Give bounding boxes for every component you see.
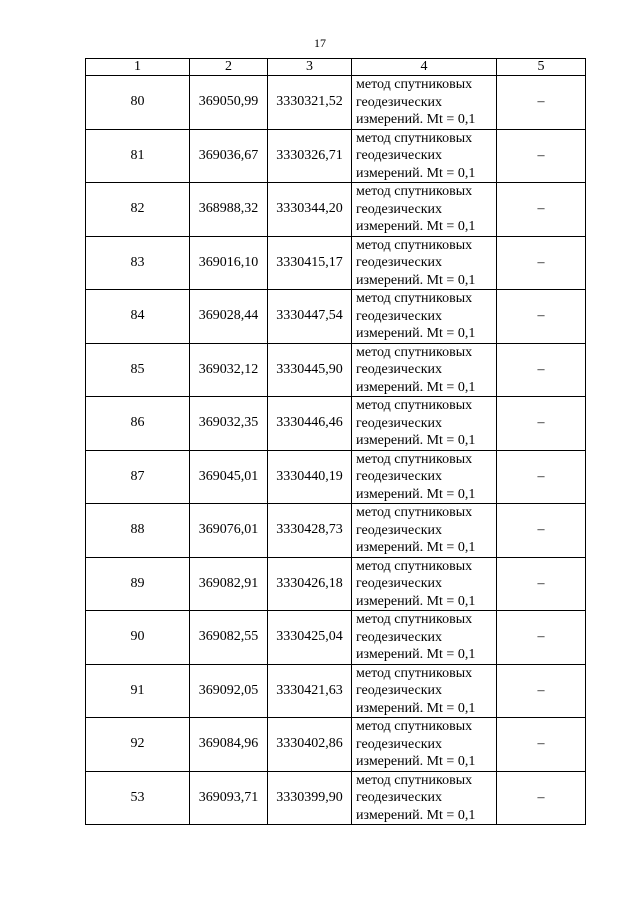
method-cell	[352, 236, 497, 290]
note-cell: –	[497, 236, 586, 290]
method-line: измерений. Mt = 0,1	[356, 165, 476, 181]
method-line: измерений. Mt = 0,1	[356, 112, 476, 127]
table-row	[86, 129, 586, 183]
x-coordinate-cell: 369032,35	[190, 397, 268, 451]
point-number-cell: 82	[86, 183, 190, 237]
table-row	[86, 397, 586, 451]
method-cell	[352, 129, 497, 183]
method-line: измерений. Mt = 0,1	[356, 593, 476, 609]
table-row	[86, 611, 586, 665]
note-cell: –	[497, 504, 586, 558]
point-number-cell: 91	[86, 664, 190, 718]
y-coordinate-cell: 3330426,18	[268, 557, 352, 611]
method-line: измерений. Mt = 0,1	[356, 326, 476, 341]
page-number: 17	[314, 36, 326, 50]
x-coordinate-cell: 369032,12	[190, 343, 268, 397]
method-line: измерений. Mt = 0,1	[356, 540, 476, 555]
method-cell	[352, 557, 497, 611]
x-coordinate-cell: 369084,96	[190, 718, 268, 772]
method-line: геодезических	[356, 201, 443, 217]
method-line: геодезических	[356, 148, 443, 163]
note-cell: –	[497, 718, 586, 772]
point-number-cell: 86	[86, 397, 190, 451]
method-line: геодезических	[356, 255, 443, 270]
point-number-cell: 88	[86, 504, 190, 558]
method-line: измерений. Mt = 0,1	[356, 433, 476, 448]
point-number-cell: 89	[86, 557, 190, 611]
method-line: измерений. Mt = 0,1	[356, 219, 476, 234]
method-line: метод спутниковых	[356, 719, 473, 734]
note-cell: –	[497, 290, 586, 344]
y-coordinate-cell: 3330402,86	[268, 718, 352, 772]
x-coordinate-cell: 369045,01	[190, 450, 268, 504]
header-row	[86, 59, 586, 76]
y-coordinate-cell: 3330321,52	[268, 76, 352, 130]
method-line: измерений. Mt = 0,1	[356, 647, 476, 662]
method-line: измерений. Mt = 0,1	[356, 272, 476, 288]
method-line: метод спутниковых	[356, 558, 473, 574]
note-cell: –	[497, 557, 586, 611]
header-cell-2: 2	[190, 59, 268, 76]
point-number-cell: 81	[86, 129, 190, 183]
method-line: метод спутниковых	[356, 451, 473, 467]
method-line: геодезических	[356, 736, 443, 752]
method-line: метод спутниковых	[356, 398, 473, 413]
x-coordinate-cell: 368988,32	[190, 183, 268, 237]
method-line: геодезических	[356, 308, 443, 324]
table-row	[86, 236, 586, 290]
y-coordinate-cell: 3330440,19	[268, 450, 352, 504]
method-cell	[352, 343, 497, 397]
header-cell-3: 3	[268, 59, 352, 76]
header-cell-5: 5	[497, 59, 586, 76]
table-header	[86, 59, 586, 76]
method-line: метод спутниковых	[356, 344, 473, 360]
note-cell: –	[497, 343, 586, 397]
method-cell	[352, 718, 497, 772]
table-row	[86, 76, 586, 130]
method-line: метод спутниковых	[356, 237, 473, 253]
y-coordinate-cell: 3330428,73	[268, 504, 352, 558]
method-line: метод спутниковых	[356, 505, 473, 520]
y-coordinate-cell: 3330326,71	[268, 129, 352, 183]
y-coordinate-cell: 3330425,04	[268, 611, 352, 665]
x-coordinate-cell: 369036,67	[190, 129, 268, 183]
note-cell: –	[497, 129, 586, 183]
point-number-cell: 80	[86, 76, 190, 130]
method-cell	[352, 771, 497, 825]
x-coordinate-cell: 369016,10	[190, 236, 268, 290]
note-cell: –	[497, 664, 586, 718]
x-coordinate-cell: 369028,44	[190, 290, 268, 344]
method-line: геодезических	[356, 469, 443, 484]
point-number-cell: 87	[86, 450, 190, 504]
method-cell	[352, 397, 497, 451]
method-line: метод спутниковых	[356, 291, 473, 306]
table-row	[86, 290, 586, 344]
table-row	[86, 450, 586, 504]
header-cell-4: 4	[352, 59, 497, 76]
x-coordinate-cell: 369093,71	[190, 771, 268, 825]
method-line: геодезических	[356, 362, 443, 377]
x-coordinate-cell: 369050,99	[190, 76, 268, 130]
method-line: геодезических	[356, 94, 443, 110]
method-line: геодезических	[356, 683, 443, 698]
method-line: измерений. Mt = 0,1	[356, 807, 476, 823]
header-cell-1: 1	[86, 59, 190, 76]
x-coordinate-cell: 369082,91	[190, 557, 268, 611]
method-line: метод спутниковых	[356, 612, 473, 627]
method-line: геодезических	[356, 629, 443, 645]
table-row	[86, 664, 586, 718]
note-cell: –	[497, 397, 586, 451]
table-row	[86, 504, 586, 558]
method-line: метод спутниковых	[356, 130, 473, 146]
table-row	[86, 183, 586, 237]
point-number-cell: 53	[86, 771, 190, 825]
method-cell	[352, 504, 497, 558]
point-number-cell: 85	[86, 343, 190, 397]
table-row	[86, 718, 586, 772]
note-cell: –	[497, 76, 586, 130]
method-line: геодезических	[356, 576, 443, 591]
point-number-cell: 92	[86, 718, 190, 772]
table-body	[86, 76, 586, 825]
y-coordinate-cell: 3330421,63	[268, 664, 352, 718]
y-coordinate-cell: 3330399,90	[268, 771, 352, 825]
method-line: измерений. Mt = 0,1	[356, 486, 476, 502]
point-number-cell: 84	[86, 290, 190, 344]
method-line: метод спутниковых	[356, 772, 473, 788]
x-coordinate-cell: 369082,55	[190, 611, 268, 665]
coordinates-table	[85, 58, 586, 825]
method-cell	[352, 450, 497, 504]
note-cell: –	[497, 771, 586, 825]
method-cell	[352, 290, 497, 344]
method-line: измерений. Mt = 0,1	[356, 754, 476, 769]
method-line: метод спутниковых	[356, 665, 473, 681]
point-number-cell: 83	[86, 236, 190, 290]
note-cell: –	[497, 611, 586, 665]
method-line: измерений. Mt = 0,1	[356, 700, 476, 716]
table-row	[86, 557, 586, 611]
y-coordinate-cell: 3330415,17	[268, 236, 352, 290]
point-number-cell: 90	[86, 611, 190, 665]
method-cell	[352, 664, 497, 718]
note-cell: –	[497, 450, 586, 504]
x-coordinate-cell: 369076,01	[190, 504, 268, 558]
method-line: геодезических	[356, 522, 443, 538]
method-cell	[352, 76, 497, 130]
table-row	[86, 343, 586, 397]
x-coordinate-cell: 369092,05	[190, 664, 268, 718]
y-coordinate-cell: 3330446,46	[268, 397, 352, 451]
table-row	[86, 771, 586, 825]
method-line: геодезических	[356, 415, 443, 431]
method-line: измерений. Mt = 0,1	[356, 379, 476, 395]
method-line: метод спутниковых	[356, 77, 473, 92]
method-cell	[352, 183, 497, 237]
y-coordinate-cell: 3330445,90	[268, 343, 352, 397]
y-coordinate-cell: 3330447,54	[268, 290, 352, 344]
note-cell: –	[497, 183, 586, 237]
method-line: геодезических	[356, 790, 443, 805]
method-cell	[352, 611, 497, 665]
y-coordinate-cell: 3330344,20	[268, 183, 352, 237]
method-line: метод спутниковых	[356, 184, 473, 199]
